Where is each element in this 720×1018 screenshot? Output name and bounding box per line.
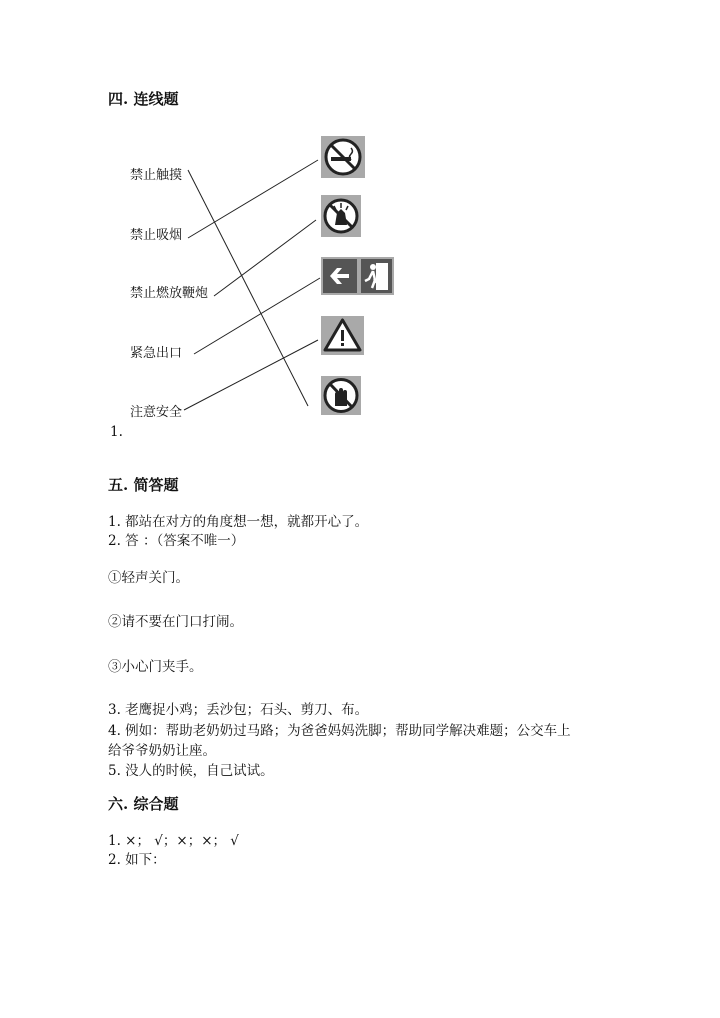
answer-line: ①轻声关门。 <box>108 570 189 586</box>
line-emergency-exit <box>194 278 320 354</box>
no-smoking-icon <box>321 136 365 178</box>
label-no-touching: 禁止触摸 <box>130 168 183 183</box>
line-caution <box>184 340 318 410</box>
answer-line: 2. 如下： <box>108 852 166 868</box>
answer-line: 4. 例如：帮助老奶奶过马路；为爸爸妈妈洗脚；帮助同学解决难题；公交车上 <box>108 723 571 739</box>
label-no-smoking: 禁止吸烟 <box>130 228 183 243</box>
emergency-exit-icon <box>321 257 394 295</box>
section-4-footnote: 1. <box>110 424 123 440</box>
label-caution: 注意安全 <box>130 405 183 420</box>
label-emergency-exit: 紧急出口 <box>130 346 183 361</box>
answer-line: 3. 老鹰捉小鸡；丢沙包；石头、剪刀、布。 <box>108 702 369 718</box>
line-no-smoking <box>188 160 318 238</box>
label-no-fireworks: 禁止燃放鞭炮 <box>130 286 209 301</box>
section-6-heading: 六. 综合题 <box>108 795 179 813</box>
answer-line: ②请不要在门口打闹。 <box>108 614 243 630</box>
no-fireworks-icon <box>321 195 361 237</box>
section-5-heading: 五. 简答题 <box>108 476 179 494</box>
answer-line: 5. 没人的时候，自己试试。 <box>108 763 274 779</box>
line-no-touching <box>188 170 308 406</box>
answer-line: 给爷爷奶奶让座。 <box>108 743 216 759</box>
line-no-fireworks <box>214 220 316 296</box>
no-touching-icon <box>321 376 361 415</box>
answer-line: 1. ×； √；×；×； √ <box>108 833 239 849</box>
warning-icon <box>321 316 364 355</box>
answer-line: 1. 都站在对方的角度想一想，就都开心了。 <box>108 514 369 530</box>
section-4-heading: 四. 连线题 <box>108 90 179 108</box>
answer-line: 2. 答 ：（答案不唯一） <box>108 533 245 549</box>
answer-line: ③小心门夹手。 <box>108 659 203 675</box>
